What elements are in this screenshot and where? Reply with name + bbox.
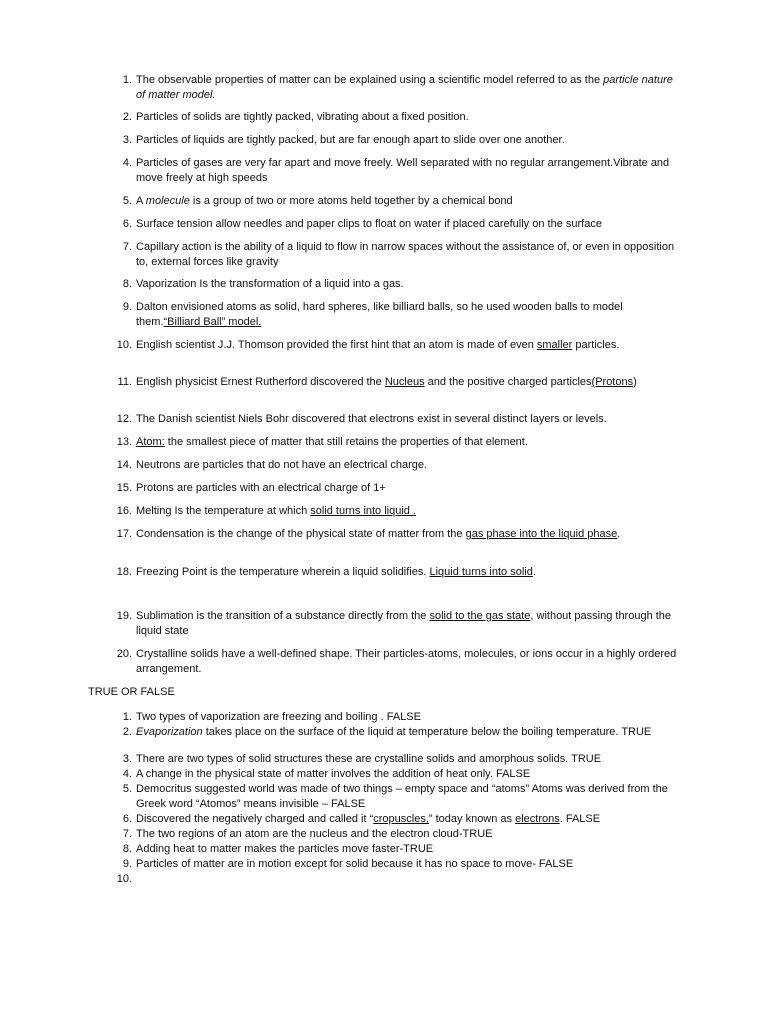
- list-item-text: [136, 767, 684, 782]
- text-segment: is a group of two or more atoms held together by a chemical bond: [189, 195, 513, 207]
- italic-text: Evaporization: [136, 726, 203, 738]
- list-item-text: [136, 194, 684, 209]
- underlined-text: gas phase into the liquid phase: [465, 528, 618, 540]
- italic-text: particle nature of matter model.: [136, 74, 673, 101]
- underlined-text: Atom:: [136, 436, 165, 448]
- list-item-number: 1.: [122, 74, 132, 86]
- list-item-text: [136, 73, 684, 103]
- text-segment: .: [532, 566, 536, 578]
- list-item-text: [136, 156, 684, 186]
- text-segment: Democritus suggested world was made of two things – empty space and “atoms” Atoms was derived from the Greek word “Atomos” means invisible – FALSE: [136, 783, 668, 810]
- text-segment: Freezing Point is the temperature wherein a liquid solidifies.: [136, 566, 430, 578]
- list-item-number: 8.: [122, 843, 132, 855]
- list-item-number: 18.: [116, 566, 132, 578]
- text-segment: Condensation is the change of the physical state of matter from the: [136, 528, 466, 540]
- text-segment: Discovered the negatively charged and called it “: [136, 813, 374, 825]
- list-item-text: [136, 133, 684, 148]
- list-item-number: 19.: [116, 610, 132, 622]
- text-segment: Dalton envisioned atoms as solid, hard spheres, like billiard balls, so he used wooden balls to model them.: [136, 301, 623, 328]
- text-segment: A change in the physical state of matter involves the addition of heat only. FALSE: [136, 768, 531, 780]
- text-segment: English physicist Ernest Rutherford discovered the: [136, 376, 385, 388]
- text-segment: takes place on the surface of the liquid at temperature below the boiling temperature. TRUE: [202, 726, 652, 738]
- list-item-text: [136, 375, 684, 390]
- list-item-text: [136, 752, 684, 767]
- list-item-number: 11.: [117, 376, 132, 388]
- text-segment: English scientist J.J. Thomson provided the first hint that an atom is made of even: [136, 339, 537, 351]
- list-item-number: 9.: [122, 858, 132, 870]
- list-item-text: [136, 217, 684, 232]
- list-item-text: [136, 527, 684, 542]
- text-segment: Capillary action is the ability of a liquid to flow in narrow spaces without the assistance of, or even in opposition to, external forces like gravity: [136, 241, 675, 268]
- list-item-text: [136, 812, 684, 827]
- true-or-false-heading: TRUE OR FALSE: [88, 686, 175, 698]
- text-segment: The two regions of an atom are the nucleus and the electron cloud-TRUE: [136, 828, 493, 840]
- text-segment: Particles of solids are tightly packed, vibrating about a fixed position.: [136, 111, 469, 123]
- list-item-text: [136, 435, 684, 450]
- list-item-number: 10.: [116, 339, 132, 351]
- text-segment: The Danish scientist Niels Bohr discovered that electrons exist in several distinct layers or levels.: [136, 413, 607, 425]
- list-item-number: 1.: [122, 711, 132, 723]
- list-item-number: 5.: [122, 195, 132, 207]
- text-segment: Melting Is the temperature at which: [136, 505, 311, 517]
- underlined-text: solid to the gas state: [429, 610, 531, 622]
- underlined-text: “Billiard Ball” model.: [163, 316, 262, 328]
- list-item-text: [136, 827, 684, 842]
- list-item-text: [136, 782, 684, 812]
- list-item-number: 15.: [116, 482, 132, 494]
- text-segment: and the positive charged particles: [424, 376, 592, 388]
- list-item-text: [136, 412, 684, 427]
- list-item-number: 3.: [122, 134, 132, 146]
- list-item-number: 10.: [116, 873, 132, 885]
- list-item-number: 4.: [122, 768, 132, 780]
- text-segment: .: [617, 528, 621, 540]
- list-item-text: [136, 300, 684, 330]
- text-segment: the smallest piece of matter that still retains the properties of that element.: [164, 436, 528, 448]
- text-segment: ): [633, 376, 637, 388]
- text-segment: A: [136, 195, 146, 207]
- list-item-number: 12.: [116, 413, 132, 425]
- underlined-text: smaller: [536, 339, 573, 351]
- list-item-text: [136, 842, 684, 857]
- list-item-number: 3.: [122, 753, 132, 765]
- text-segment: Vaporization Is the transformation of a liquid into a gas.: [136, 278, 404, 290]
- italic-text: molecule: [145, 195, 190, 207]
- list-item-number: 2.: [122, 726, 132, 738]
- list-item-text: [136, 277, 684, 292]
- list-item-number: 7.: [122, 241, 132, 253]
- list-item-text: [136, 565, 684, 580]
- list-item-number: 5.: [122, 783, 132, 795]
- text-segment: Protons are particles with an electrical charge of 1+: [136, 482, 386, 494]
- text-segment: Particles of matter are in motion except for solid because it has no space to move- FALSE: [136, 858, 574, 870]
- list-item-text: [136, 240, 684, 270]
- text-segment: Particles of liquids are tightly packed, but are far enough apart to slide over one another.: [136, 134, 565, 146]
- list-item-number: 4.: [122, 157, 132, 169]
- text-segment: Neutrons are particles that do not have an electrical charge.: [136, 459, 428, 471]
- list-item-text: [136, 338, 684, 353]
- list-item-number: 13.: [116, 436, 132, 448]
- list-item-text: [136, 481, 684, 496]
- text-segment: Surface tension allow needles and paper clips to float on water if placed carefully on the surface: [136, 218, 602, 230]
- underlined-text: cropuscles,: [373, 813, 429, 825]
- list-item-number: 8.: [122, 278, 132, 290]
- list-item-number: 16.: [116, 505, 132, 517]
- list-item-text: [136, 609, 684, 639]
- list-item-text: [136, 647, 684, 677]
- list-item-number: 7.: [122, 828, 132, 840]
- list-item-number: 2.: [122, 111, 132, 123]
- text-segment: . FALSE: [559, 813, 601, 825]
- text-segment: ” today known as: [428, 813, 516, 825]
- text-segment: There are two types of solid structures these are crystalline solids and amorphous solids. TRUE: [136, 753, 602, 765]
- list-item-text: [136, 110, 684, 125]
- text-segment: Crystalline solids have a well-defined shape. Their particles-atoms, molecules, or ions occur in a highly ordered arrangement.: [136, 648, 677, 675]
- list-item-text: [136, 725, 684, 740]
- list-item-text: [136, 710, 684, 725]
- underlined-text: electrons: [515, 813, 560, 825]
- underlined-text: solid turns into liquid .: [310, 505, 417, 517]
- list-item-number: 6.: [122, 218, 132, 230]
- underlined-text: Nucleus: [384, 376, 425, 388]
- text-segment: , without passing through the liquid state: [136, 610, 672, 637]
- list-item-number: 6.: [122, 813, 132, 825]
- text-segment: The observable properties of matter can be explained using a scientific model referred to as the: [136, 74, 604, 86]
- list-item-number: 14.: [116, 459, 132, 471]
- underlined-text: (Protons: [591, 376, 634, 388]
- text-segment: particles.: [572, 339, 620, 351]
- list-item-text: [136, 458, 684, 473]
- list-item-text: [136, 504, 684, 519]
- list-item-number: 20.: [116, 648, 132, 660]
- list-item-number: 17.: [116, 528, 132, 540]
- list-item-number: 9.: [122, 301, 132, 313]
- text-segment: Adding heat to matter makes the particles move faster-TRUE: [136, 843, 434, 855]
- text-segment: Sublimation is the transition of a substance directly from the: [136, 610, 430, 622]
- text-segment: Two types of vaporization are freezing and boiling . FALSE: [136, 711, 421, 723]
- underlined-text: Liquid turns into solid: [429, 566, 533, 578]
- list-item-text: [136, 857, 684, 872]
- text-segment: Particles of gases are very far apart and move freely. Well separated with no regular arrangement.Vibrate and move freely at high speeds: [136, 157, 670, 184]
